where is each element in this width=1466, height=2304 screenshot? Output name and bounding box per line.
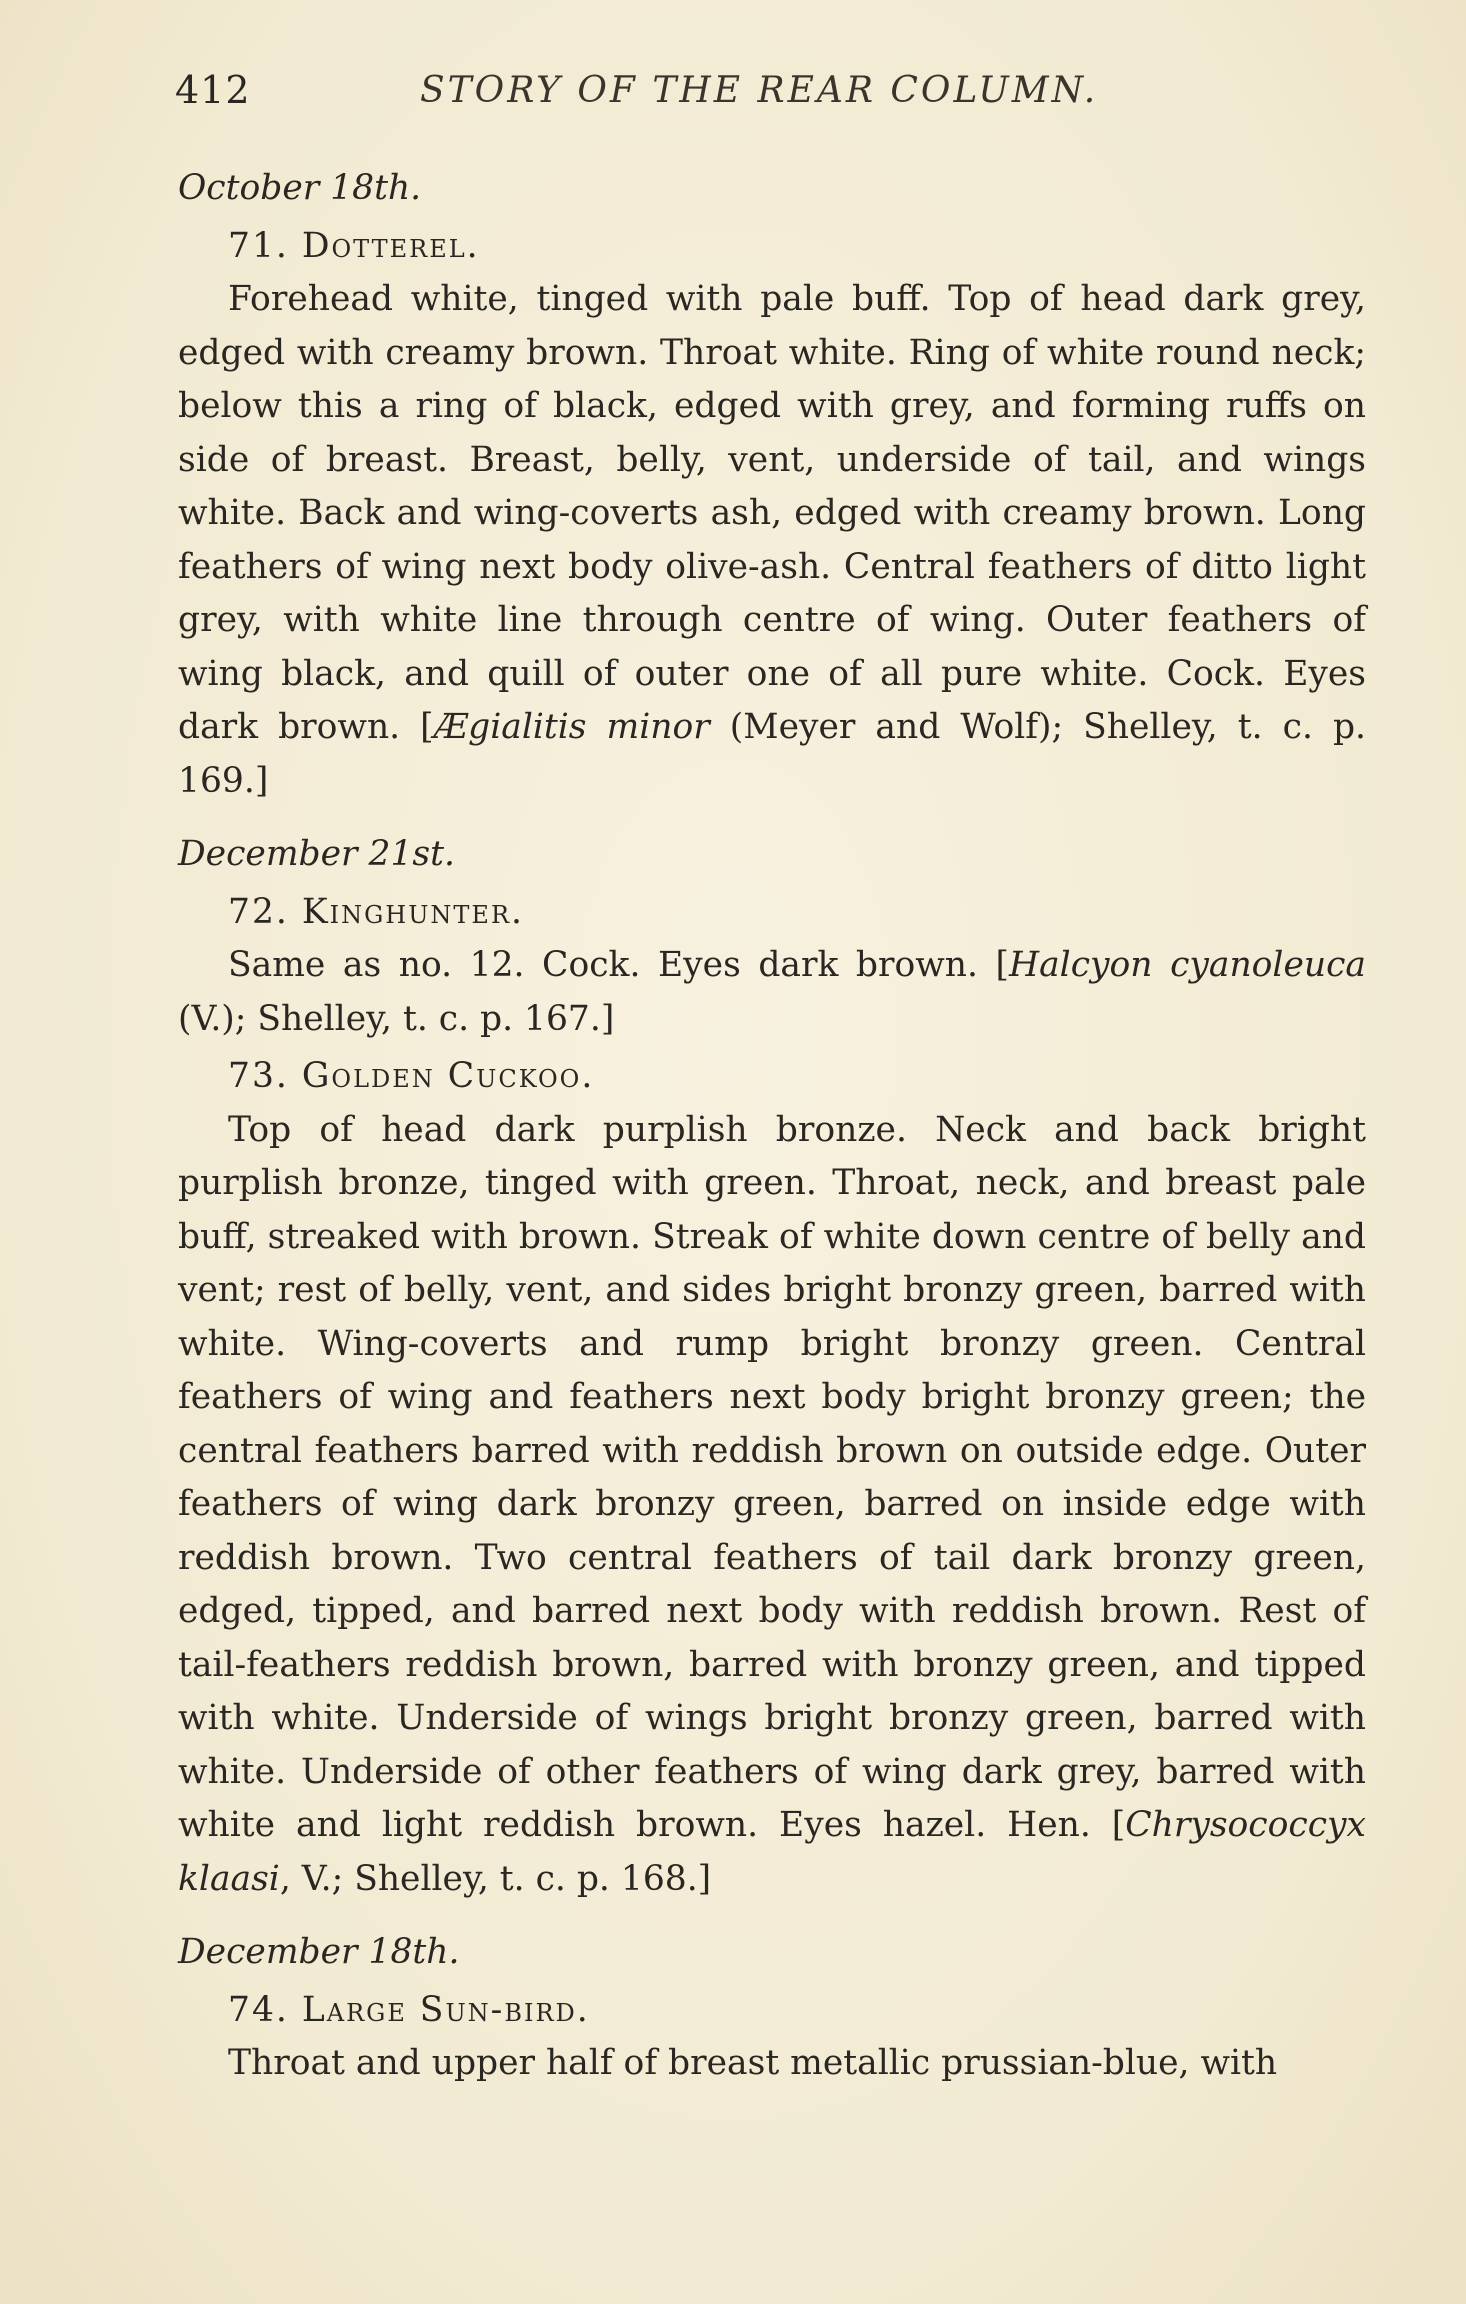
reference-text: (V.); Shelley, t. c. p. 167.] [178, 998, 615, 1039]
reference-text: (Meyer and Wolf); Shelley, t. c. p. 169.] [178, 707, 1366, 801]
running-head: STORY OF THE REAR COLUMN. [420, 70, 1099, 111]
description-text: Forehead white, tinged with pale buff. Top of head dark grey, edged with creamy brown. Throat white. Ring of white round neck; below this a ring of black, edged with grey, and forming ruffs on side of breast. Breast, belly, vent, underside of tail, and wings white. Back and wing-coverts ash, edged with creamy brown. Long feathers of wing next body olive-ash. Central feathers of ditto light grey, with white line through centre of wing. Outer feathers of wing black, and quill of outer one of all pure white. Cock. Eyes dark brown. [ [178, 279, 1366, 747]
species-description [178, 1104, 1366, 1907]
species-heading: 74. Large Sun-bird. [228, 1989, 590, 2030]
page-number: 412 [175, 68, 251, 112]
entry-date: October 18th. [178, 168, 422, 208]
species-heading: 71. Dotterel. [228, 225, 480, 266]
entry-74 [178, 1926, 1366, 2091]
latin-name: Halcyon cyanoleuca [1009, 945, 1366, 985]
entry-date: December 18th. [178, 1932, 460, 1972]
species-heading: 73. Golden Cuckoo. [228, 1056, 595, 1096]
species-description [178, 273, 1366, 808]
species-description [178, 939, 1366, 1046]
description-text: Same as no. 12. Cock. Eyes dark brown. [ [228, 945, 1010, 985]
description-text: Top of head dark purplish bronze. Neck and back bright purplish bronze, tinged with green. Throat, neck, and breast pale buff, streaked with brown. Streak of white down centre of belly and vent; rest of belly, vent, and sides bright bronzy green, barred with white. Wing-coverts and rump bright bronzy green. Central feathers of wing and feathers next body bright bronzy green; the central feathers barred with reddish brown on outside edge. Outer feathers of wing dark bronzy green, barred on inside edge with reddish brown. Two central feathers of tail dark bronzy green, edged, tipped, and barred next body with reddish brown. Rest of tail-feathers reddish brown, barred with bronzy green, and tipped with white. Underside of wings bright bronzy green, barred with white. Underside of other feathers of wing dark grey, barred with white and light reddish brown. Eyes hazel. Hen. [ [178, 1109, 1366, 1845]
reference-text: , V.; Shelley, t. c. p. 168.] [279, 1858, 712, 1899]
species-heading: 72. Kinghunter. [228, 891, 524, 932]
page-header [175, 68, 1370, 128]
species-description [178, 2037, 1366, 2091]
entry-73 [178, 1050, 1366, 1906]
latin-name: Chrysococcyx klaasi [178, 1805, 1366, 1899]
description-text: Throat and upper half of breast metallic prussian-blue, with [228, 2043, 1278, 2083]
entry-71 [178, 162, 1366, 808]
entry-72 [178, 828, 1366, 1046]
entry-date: December 21st. [178, 834, 455, 874]
page-body [178, 162, 1366, 2091]
latin-name: Ægialitis minor [433, 707, 710, 747]
